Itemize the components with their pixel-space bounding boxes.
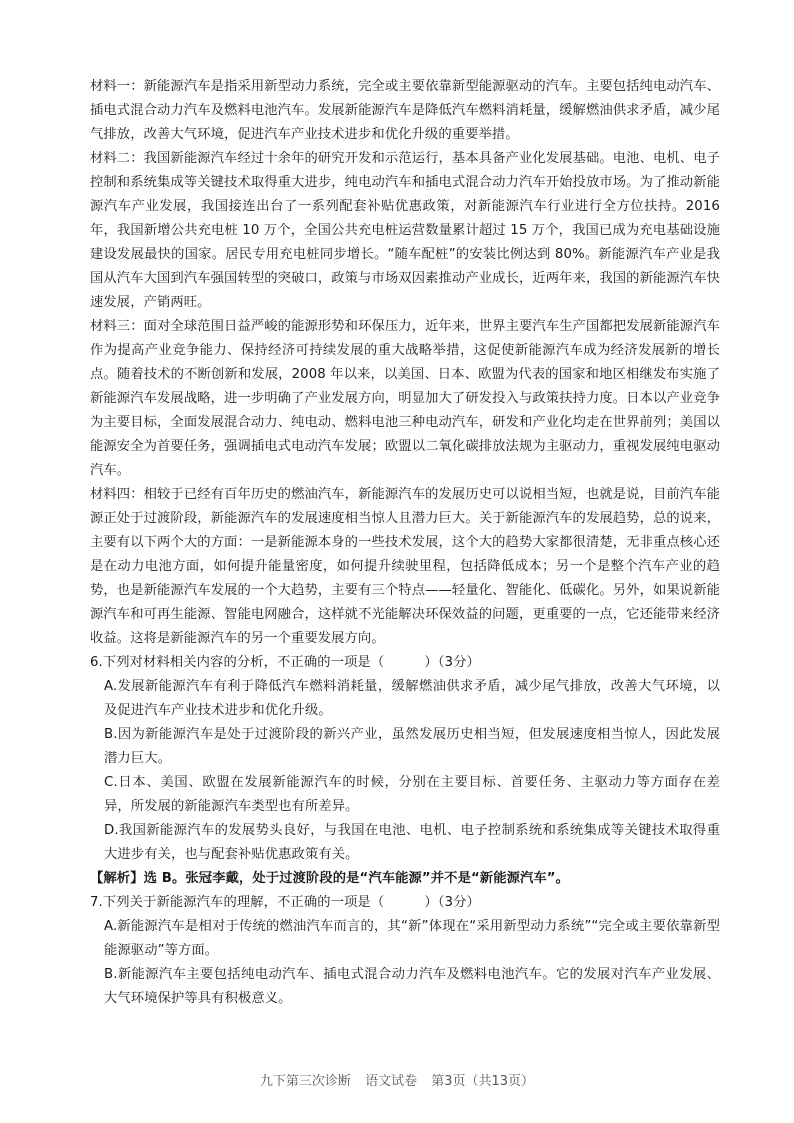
- footer-subject: 语文试卷: [365, 1074, 418, 1089]
- question-7-option-a: A.新能源汽车是相对于传统的燃油汽车而言的，其“新”体现在“采用新型动力系统”“完全或主要依靠新型能源驱动”等方面。: [104, 919, 720, 958]
- question-6-answer: 【解析】选 B。张冠李戴，处于过渡阶段的是“汽车能源”并不是“新能源汽车”。: [90, 871, 570, 886]
- question-7-option-b: B.新能源汽车主要包括纯电动汽车、插电式混合动力汽车及燃料电池汽车。它的发展对汽车产业发展、大气环境保护等具有积极意义。: [104, 967, 720, 1006]
- question-6-option-b: B.因为新能源汽车是处于过渡阶段的新兴产业，虽然发展历史相当短，但发展速度相当惊人，因此发展潜力巨大。: [104, 727, 720, 766]
- question-6-option-d: D.我国新能源汽车的发展势头良好，与我国在电池、电机、电子控制系统和系统集成等关键技术取得重大进步有关，也与配套补贴优惠政策有关。: [104, 823, 720, 862]
- material-3: 材料三：面对全球范围日益严峻的能源形势和环保压力，近年来，世界主要汽车生产国都把发展新能源汽车作为提高产业竞争能力、保持经济可持续发展的重大战略举措，这促使新能源汽车成为经济发展新的增长点。随着技术的不断创新和发展，2008 年以来，以美国、日本、欧盟为代表的国家和地区相继发布实施了新能源汽车发展战略，进一步明确了产业发展方向，明显加大了研发投入与政策扶持力度。日本以产业竞争为主要目标，全面发展混合动力、纯电动、燃料电池三种电动汽车，研发和产业化均走在世界前列；美国以能源安全为首要任务，强调插电式电动汽车发展；欧盟以二氧化碳排放法规为主驱动力，重视发展纯电驱动汽车。: [90, 319, 720, 478]
- question-6-option-a: A.发展新能源汽车有利于降低汽车燃料消耗量，缓解燃油供求矛盾，减少尾气排放，改善大气环境，以及促进汽车产业技术进步和优化升级。: [104, 679, 720, 718]
- question-6-stem: 6.下列对材料相关内容的分析，不正确的一项是（ ）（3分）: [90, 655, 480, 670]
- footer-exam-name: 九下第三次诊断: [259, 1074, 351, 1089]
- question-7-stem: 7.下列关于新能源汽车的理解，不正确的一项是（ ）（3分）: [90, 895, 480, 910]
- material-4: 材料四：相较于已经有百年历史的燃油汽车，新能源汽车的发展历史可以说相当短，也就是说，目前汽车能源正处于过渡阶段，新能源汽车的发展速度相当惊人且潜力巨大。关于新能源汽车的发展趋势，总的说来，主要有以下两个大的方面：一是新能源本身的一些技术发展，这个大的趋势大家都很清楚，无非重点核心还是在动力电池方面，如何提升能量密度，如何提升续驶里程，包括降低成本；另一个是整个汽车产业的趋势，也是新能源汽车发展的一个大趋势，主要有三个特点——轻量化、智能化、低碳化。另外，如果说新能源汽车和可再生能源、智能电网融合，这样就不光能解决环保效益的问题，更重要的一点，它还能带来经济收益。这将是新能源汽车的另一个重要发展方向。: [90, 487, 720, 646]
- material-2: 材料二：我国新能源汽车经过十余年的研究开发和示范运行，基本具备产业化发展基础。电池、电机、电子控制和系统集成等关键技术取得重大进步，纯电动汽车和插电式混合动力汽车开始投放市场。为了推动新能源汽车产业发展，我国接连出台了一系列配套补贴优惠政策，对新能源汽车行业进行全方位扶持。2016 年，我国新增公共充电桩 10 万个，全国公共充电桩运营数量累计超过 15 万个，我国已成为充电基础设施建设发展最快的国家。居民专用充电桩同步增长。“随车配桩”的安装比例达到 80%。新能源汽车产业是我国从汽车大国到汽车强国转型的突破口，政策与市场双因素推动产业成长，近两年来，我国的新能源汽车快速发展，产销两旺。: [90, 151, 720, 310]
- material-1: 材料一：新能源汽车是指采用新型动力系统，完全或主要依靠新型能源驱动的汽车。主要包括纯电动汽车、插电式混合动力汽车及燃料电池汽车。发展新能源汽车是降低汽车燃料消耗量，缓解燃油供求矛盾，减少尾气排放，改善大气环境，促进汽车产业技术进步和优化升级的重要举措。: [90, 79, 720, 142]
- page-footer: [0, 1070, 794, 1089]
- page-content: [90, 75, 720, 1011]
- question-6-option-c: C.日本、美国、欧盟在发展新能源汽车的时候，分别在主要目标、首要任务、主驱动力等方面存在差异，所发展的新能源汽车类型也有所差异。: [104, 775, 720, 814]
- footer-page-number: 第3页（共13页）: [431, 1074, 535, 1089]
